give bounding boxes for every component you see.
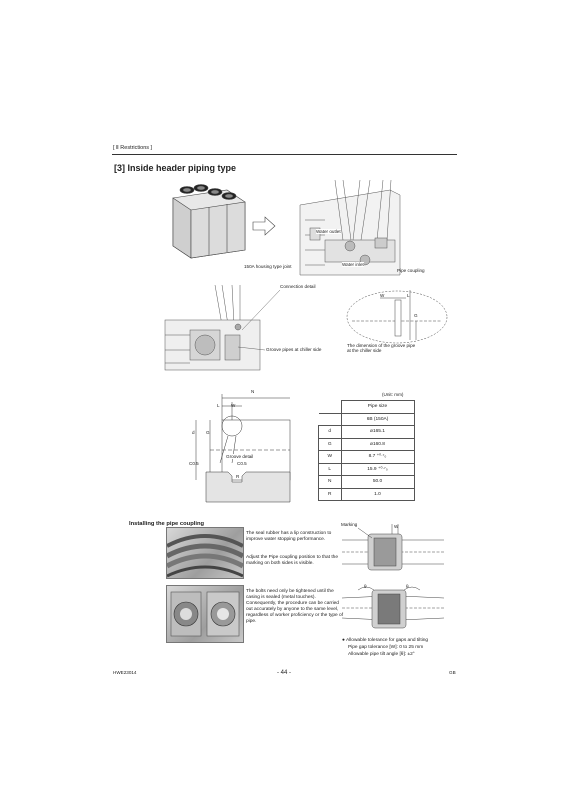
label-theta-right: θ <box>406 584 409 589</box>
label-groove-pipes: Groove pipes at chiller side <box>266 347 322 352</box>
label-l-small: L <box>407 293 410 298</box>
section-header: [ Ⅱ Restrictions ] <box>113 145 153 151</box>
enlarged-piping-illustration <box>300 180 400 275</box>
label-connection-detail: Connection detail <box>280 284 316 289</box>
table-header-row <box>319 401 415 414</box>
table-row-key: R <box>319 488 342 501</box>
leader-line <box>242 290 280 330</box>
table-row-value: 8.7 ⁺⁰·⁷₀ <box>341 451 414 464</box>
table-row-value: ø165.1 <box>341 426 414 439</box>
seal-rubber-photo <box>166 527 244 579</box>
label-w: W <box>231 403 236 408</box>
label-water-inlet: Water inlet <box>342 262 364 267</box>
bolt-tightening-photo <box>166 585 244 643</box>
table-row-value: 50.0 <box>341 476 414 489</box>
table-row <box>319 426 415 439</box>
groove-drawing <box>180 390 300 510</box>
groove-pipe-detail-circle <box>347 290 447 343</box>
table-row-key: d <box>319 426 342 439</box>
bolts-paragraph: The bolts need only be tightened until the casing is sealed (metal touches). Consequently, the procedure can be carried out accurately by anyone to the same level, regardless of worker proficiency or the type of pipe. <box>246 589 344 624</box>
label-g-small: G <box>414 313 418 318</box>
tolerance-angle: Allowable pipe tilt angle [θ]: ±2° <box>348 652 415 657</box>
label-r: R <box>236 474 240 479</box>
table-row-key: L <box>319 463 342 476</box>
tolerance-gap: Pipe gap tolerance [W]: 0 to 25 mm <box>348 645 424 650</box>
table-row-key: N <box>319 476 342 489</box>
footer-doc-id: HWE23014 <box>113 670 137 675</box>
table-row <box>319 463 415 476</box>
label-w-coupling: W <box>394 524 399 529</box>
label-water-outlet: Water outlet <box>316 229 341 234</box>
section-title: [3] Inside header piping type <box>114 163 237 173</box>
top-figure <box>165 180 445 280</box>
tolerance-title: ● Allowable tolerance for gaps and tilting <box>342 638 429 643</box>
label-c05-right: C0.5 <box>237 461 247 466</box>
label-groove-dimension: The dimension of the groove pipe at the chiller side <box>347 343 416 354</box>
table-row <box>319 488 415 501</box>
label-n: N <box>251 389 255 394</box>
table-unit: (Unit: mm) <box>382 392 404 397</box>
footer-page-number: - 44 - <box>277 670 292 676</box>
seal-rubber-image <box>167 528 243 578</box>
table-row <box>319 438 415 451</box>
label-pipe-coupling: Pipe coupling <box>397 268 425 273</box>
table-header-pipe-size: Pipe size <box>341 401 414 414</box>
seal-rubber-paragraph: The seal rubber has a lip construction to improve water stopping performance. <box>246 531 332 542</box>
table-header-size: 6B (150A) <box>341 413 414 426</box>
installing-title: Installing the pipe coupling <box>129 521 205 527</box>
label-marking: Marking <box>341 522 358 527</box>
chiller-side-illustration <box>165 285 260 370</box>
arrow-icon <box>253 217 275 235</box>
label-g: G <box>206 430 210 435</box>
label-c05-left: C0.5 <box>189 461 199 466</box>
adjust-coupling-paragraph: Adjust the Pipe coupling position to that the marking on both sides is visible. <box>246 555 339 566</box>
table-row-value: 15.9 ⁺⁰·⁷₀ <box>341 463 414 476</box>
dimension-table <box>318 400 415 501</box>
table-row-key: W <box>319 451 342 464</box>
label-w-small: W <box>380 293 385 298</box>
label-theta-left: θ <box>364 584 367 589</box>
table-row <box>319 451 415 464</box>
label-d: d <box>192 430 195 435</box>
label-housing-joint: 150A housing type joint <box>244 264 292 269</box>
table-row-key: G <box>319 438 342 451</box>
label-groove-detail: Groove detail <box>226 454 254 459</box>
header-rule <box>112 154 457 155</box>
footer-lang: GB <box>449 670 456 675</box>
coupling-diagram <box>338 520 448 638</box>
table-row <box>319 476 415 489</box>
middle-figure <box>160 285 460 380</box>
bolt-tightening-image <box>167 586 243 642</box>
table-row-value: 1.0 <box>341 488 414 501</box>
chiller-unit-illustration <box>173 185 245 259</box>
table-header-row <box>319 413 415 426</box>
table-row-value: ø160.8 <box>341 438 414 451</box>
label-l: L <box>217 403 220 408</box>
